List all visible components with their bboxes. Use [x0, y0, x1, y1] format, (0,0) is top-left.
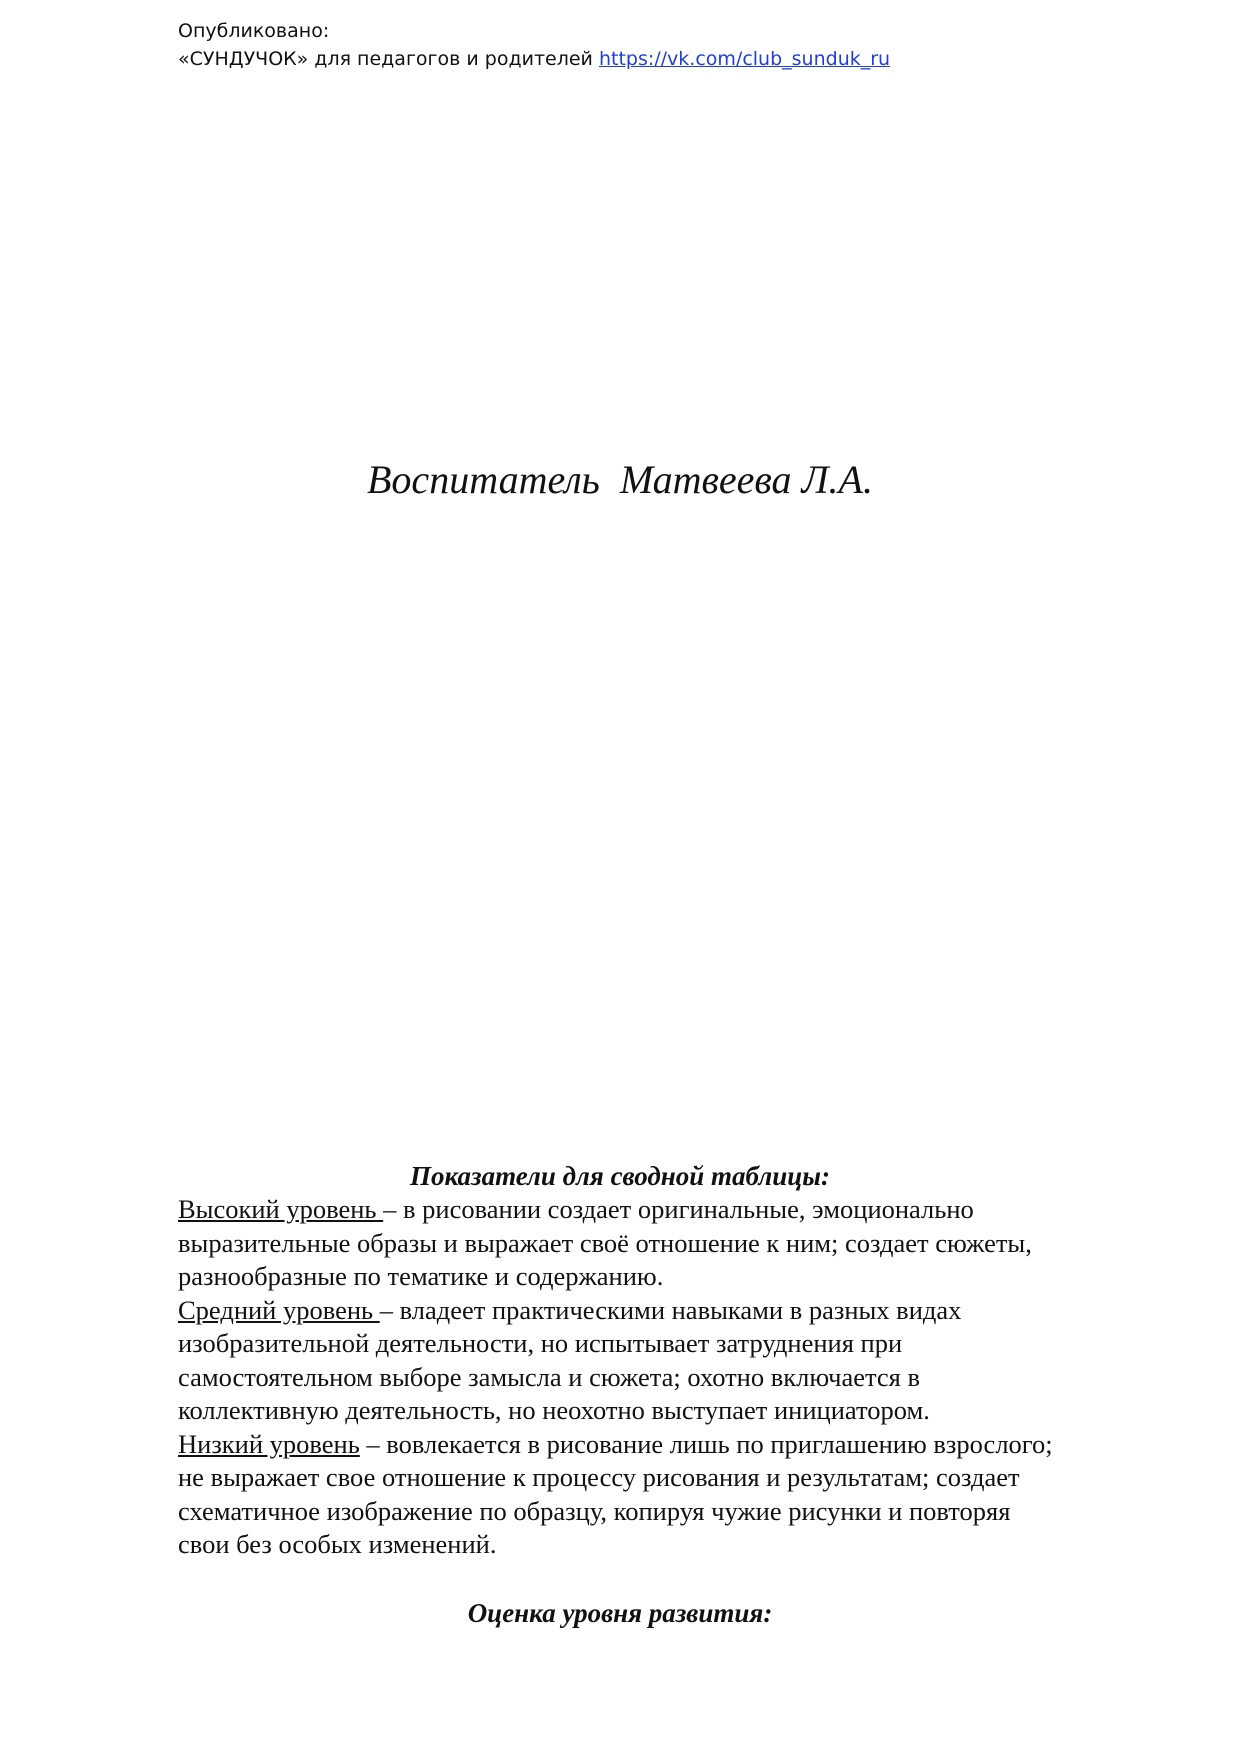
- level-line: разнообразные по тематике и содержанию.: [178, 1261, 664, 1291]
- level-name: Низкий уровень: [178, 1428, 360, 1459]
- level-text: – в рисовании создает оригинальные, эмоционально: [383, 1194, 974, 1224]
- publisher-text: «СУНДУЧОК» для педагогов и родителей: [178, 48, 593, 70]
- level-line: [178, 1294, 1178, 1328]
- levels-list: [178, 1193, 1178, 1562]
- publisher-link[interactable]: https://vk.com/club_sunduk_ru: [598, 48, 891, 70]
- indicators-title: Показатели для сводной таблицы:: [410, 1161, 830, 1191]
- level-line: схематичное изображение по образцу, копируя чужие рисунки и повторяя: [178, 1495, 1011, 1526]
- level-text: – владеет практическими навыками в разных видах: [379, 1294, 962, 1325]
- level-line: не выражает свое отношение к процессу рисования и результатам; создает: [178, 1462, 1020, 1492]
- author-line: Воспитатель Матвеева Л.А.: [367, 457, 873, 502]
- level-medium: [178, 1294, 1178, 1428]
- published-label: Опубликовано:: [178, 20, 330, 42]
- level-line: свои без особых изменений.: [178, 1529, 497, 1559]
- level-name: Средний уровень: [178, 1294, 380, 1325]
- assessment-title: Оценка уровня развития:: [467, 1598, 773, 1628]
- level-line: изобразительной деятельности, но испытывает затруднения при: [178, 1328, 903, 1358]
- publisher-header: [178, 17, 890, 73]
- publisher-line: [178, 45, 890, 73]
- level-line: коллективную деятельность, но неохотно выступает инициатором.: [178, 1395, 930, 1425]
- level-line: [178, 1428, 1178, 1462]
- level-name: Высокий уровень: [178, 1194, 384, 1224]
- level-line: самостоятельном выборе замысла и сюжета; охотно включается в: [178, 1361, 920, 1392]
- level-text: – вовлекается в рисование лишь по приглашению взрослого;: [359, 1428, 1053, 1459]
- level-high: [178, 1193, 1178, 1294]
- level-low: [178, 1428, 1178, 1562]
- level-line: выразительные образы и выражает своё отношение к ним; создает сюжеты,: [178, 1227, 1032, 1258]
- level-line: [178, 1193, 1178, 1227]
